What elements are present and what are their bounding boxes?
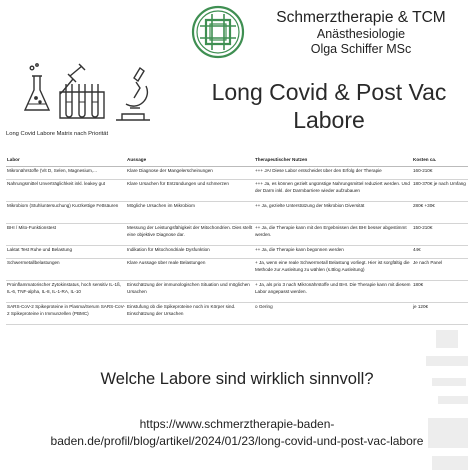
cell-nutzen: + Ja, wenn eine reale Schwermetall Belastung vorliegt. Hier ist sorgfältig die Methode zur Ausleitung zu wählen (s.Blog Ausleitung) bbox=[254, 259, 412, 281]
headline-line-2: Labore bbox=[293, 107, 365, 133]
table-row bbox=[6, 246, 468, 259]
cell-labor: Laktat Test Ruhe und Belastung bbox=[6, 246, 126, 259]
cell-aussage: Einschätzung der immunologischen Situation und möglichen Ursachen bbox=[126, 281, 254, 303]
test-tubes-icon bbox=[60, 84, 104, 118]
cell-nutzen: +++ Ja, es können gezielt ungünstige Nahrungsmittel reduziert werden. Und der Darm inkl. der Darmbarriere wieder aufzubauen bbox=[254, 180, 412, 202]
page-headline bbox=[190, 78, 468, 134]
cell-nutzen: o Gering bbox=[254, 303, 412, 325]
column-header-kosten: Kosten ca. bbox=[412, 156, 468, 167]
brand-person: Olga Schiffer MSc bbox=[310, 42, 412, 56]
brand-name: Schmerztherapie & TCM bbox=[276, 9, 446, 26]
cell-kosten: 280€ +30€ bbox=[412, 202, 468, 224]
question-heading: Welche Labore sind wirklich sinnvoll? bbox=[100, 370, 374, 388]
column-header-aussage: Aussage bbox=[126, 156, 254, 167]
watermark-graphic bbox=[418, 326, 474, 474]
cell-labor: Schwermetallbelastungen bbox=[6, 259, 126, 281]
table-body bbox=[6, 167, 468, 325]
lab-illustration bbox=[22, 62, 152, 124]
brand-specialty: Anästhesiologie bbox=[316, 27, 406, 41]
cell-kosten: 150-210€ bbox=[412, 224, 468, 246]
table-row bbox=[6, 202, 468, 224]
chinese-knot-logo-icon bbox=[190, 4, 246, 60]
cell-kosten: 160-210€ bbox=[412, 167, 468, 180]
labore-matrix-table bbox=[6, 156, 468, 325]
flask-icon bbox=[25, 64, 49, 110]
cell-aussage: Einstufung ob die Spikeproteine noch im Körper sind. Einschätzung der Ursachen bbox=[126, 303, 254, 325]
column-header-labor: Labor bbox=[6, 156, 126, 167]
column-header-nutzen: Therapeutischer Nutzen bbox=[254, 156, 412, 167]
cell-kosten: je 120€ bbox=[412, 303, 468, 325]
cell-labor: SARS-CoV-2 Spikeproteine in Plasma/Serum SARS-CoV-2 Spikeproteine in Immunzellen (PBMC) bbox=[6, 303, 126, 325]
cell-kosten: 44€ bbox=[412, 246, 468, 259]
cell-aussage: Klare Aussage über reale Belastungen bbox=[126, 259, 254, 281]
cell-nutzen: +++ JA! Diese Labor entscheidet über den Erfolg der Therapie bbox=[254, 167, 412, 180]
cell-aussage: Klare Diagnose der Mangelerscheinungen bbox=[126, 167, 254, 180]
cell-labor: Proinflammatorischer Zytokinstatus, hoch sensitiv IL-1ß, IL-6, TNF-alpha, IL-8, IL-1-RA, IL-10 bbox=[6, 281, 126, 303]
url-line-2[interactable]: baden.de/profil/blog/artikel/2024/01/23/long-covid-und-post-vac-labore bbox=[50, 434, 424, 448]
cell-nutzen: ++ Ja, gezielte Unterstützung der Mikrobion Diversität bbox=[254, 202, 412, 224]
brand-block bbox=[252, 8, 470, 57]
cell-aussage: Mögliche Ursachen im Mikrobiom bbox=[126, 202, 254, 224]
cell-labor: BHI / Mito-Funktionstest bbox=[6, 224, 126, 246]
cell-labor: Mikronährstoffe (Vit D, Selen, Magnesium,... bbox=[6, 167, 126, 180]
cell-aussage: Klare Ursachen für Entzündungen und schmerzen bbox=[126, 180, 254, 202]
microscope-icon bbox=[116, 68, 150, 120]
table-row bbox=[6, 167, 468, 180]
cell-nutzen: + Ja, als prio 3 nach Mikronährstoffe und BHI. Die Therapie kann mit diesem Labor angepasst werden. bbox=[254, 281, 412, 303]
table-header-row bbox=[6, 156, 468, 167]
cell-kosten: 180-370€ je nach Umfang bbox=[412, 180, 468, 202]
cell-aussage: Messung der Leistungsfähigkeit der Mitochondrien. Dies stellt eine objektive Diagnose dar. bbox=[126, 224, 254, 246]
cell-labor: Mikrobiom (Stuhluntersuchung) Kurzkettige Fettsäuren bbox=[6, 202, 126, 224]
table-row bbox=[6, 180, 468, 202]
matrix-title: Long Covid Labore Matrix nach Priorität bbox=[6, 131, 109, 137]
table-row bbox=[6, 303, 468, 325]
table-row bbox=[6, 281, 468, 303]
cell-kosten: Je nach Panel bbox=[412, 259, 468, 281]
cell-labor: Nahrungsmittel Unverträglichkeit inkl. leakey gut bbox=[6, 180, 126, 202]
cell-aussage: Indikation für Mitochondriale Dysfunktion bbox=[126, 246, 254, 259]
table-row bbox=[6, 224, 468, 246]
headline-line-1: Long Covid & Post Vac bbox=[211, 79, 447, 105]
url-line-1[interactable]: https://www.schmerztherapie-baden- bbox=[139, 417, 335, 431]
cell-nutzen: ++ Ja, die Therapie kann mit den Ergebnissen des BHI besser abgestimmt werden. bbox=[254, 224, 412, 246]
article-url[interactable] bbox=[20, 416, 454, 450]
cell-kosten: 180€ bbox=[412, 281, 468, 303]
table-row bbox=[6, 259, 468, 281]
cell-nutzen: ++ Ja, die Therapie kann begonnen werden bbox=[254, 246, 412, 259]
